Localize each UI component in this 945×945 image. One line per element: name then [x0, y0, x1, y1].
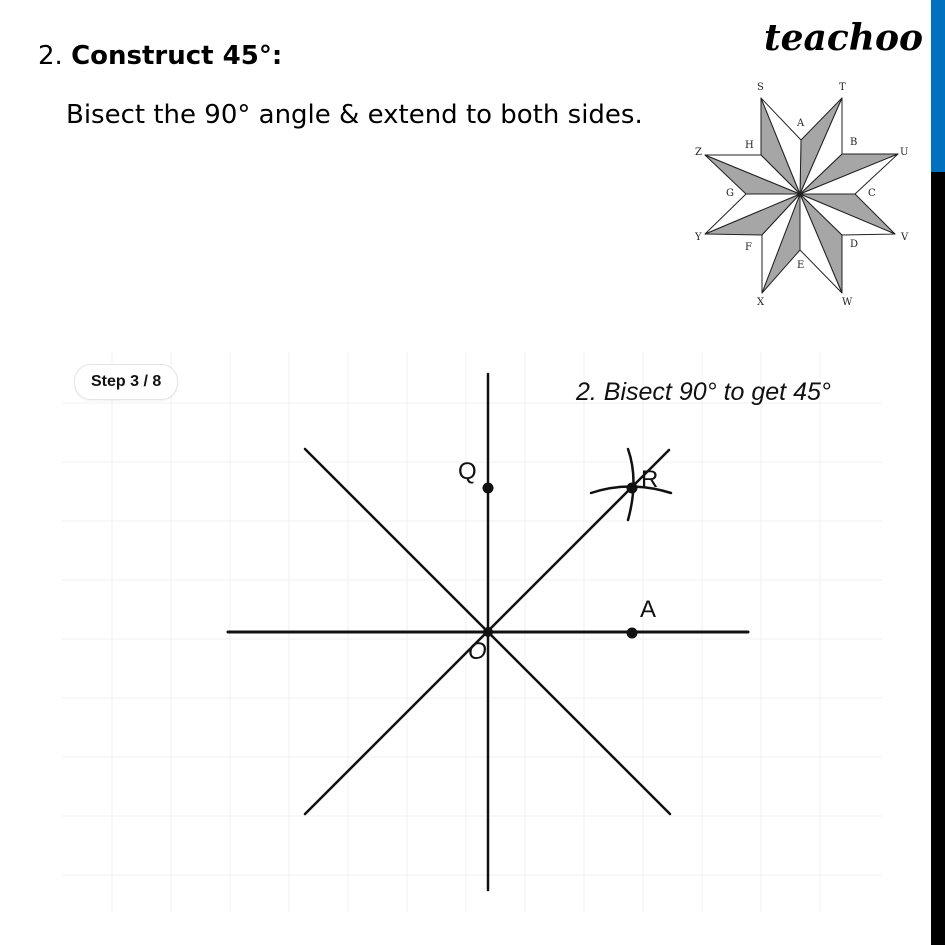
point-o-dot — [483, 627, 493, 637]
point-label-r: R — [641, 466, 659, 493]
teachoo-logo: teachoo — [764, 17, 923, 59]
star-label-u: U — [900, 147, 909, 158]
star-label-w: W — [842, 297, 853, 308]
step-badge: Step 3 / 8 — [74, 364, 178, 400]
question-title: Construct 45°: — [71, 41, 283, 71]
side-accent-bar-black — [931, 172, 945, 945]
star-label-a: A — [797, 118, 805, 129]
star-label-g: G — [726, 188, 734, 199]
point-a-dot — [627, 628, 638, 639]
star-label-s: S — [757, 82, 764, 93]
point-label-o: O — [468, 638, 487, 665]
construction-canvas — [62, 352, 882, 912]
star-label-v: V — [901, 232, 909, 243]
side-accent-bar-blue — [931, 0, 945, 172]
star-label-y: Y — [695, 232, 702, 243]
question-number: 2. — [38, 41, 63, 71]
star-label-h: H — [745, 140, 754, 151]
star-label-b: B — [850, 137, 858, 148]
star-label-c: C — [868, 188, 876, 199]
point-r-dot — [627, 483, 638, 494]
star-label-t: T — [839, 82, 846, 93]
point-label-a: A — [640, 596, 657, 623]
star-label-d: D — [850, 239, 859, 250]
star-label-e: E — [797, 260, 805, 271]
instruction-text: Bisect the 90° angle & extend to both sides. — [66, 100, 643, 130]
point-q-dot — [483, 483, 494, 494]
star-label-f: F — [745, 242, 752, 253]
step-caption: 2. Bisect 90° to get 45° — [576, 378, 831, 406]
point-label-q: Q — [458, 458, 477, 485]
eight-point-star-figure — [680, 70, 920, 315]
star-label-z: Z — [695, 147, 702, 158]
star-label-x: X — [757, 297, 765, 308]
question-heading — [38, 38, 282, 74]
